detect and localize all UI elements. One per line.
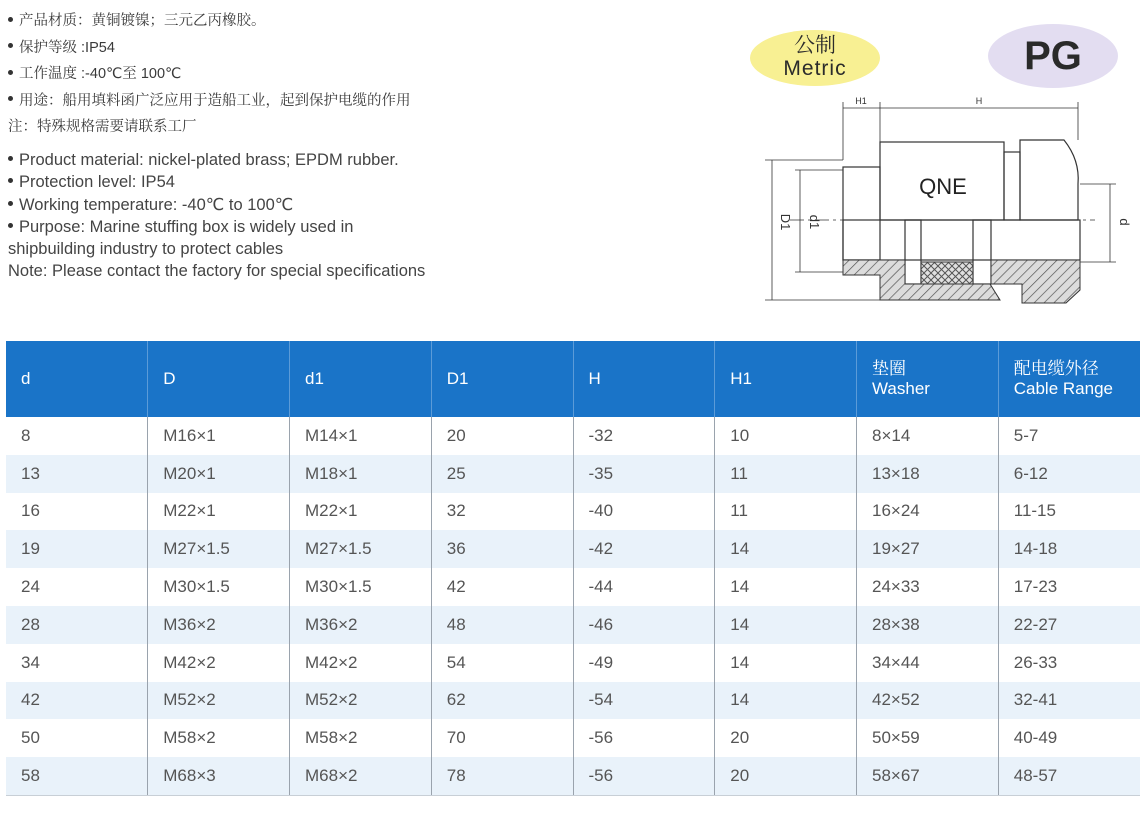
cell-H1: 20 [715, 719, 857, 757]
spec-item [8, 194, 425, 216]
cell-cable-range: 22-27 [998, 606, 1140, 644]
cell-H: -32 [573, 417, 715, 455]
spec-purpose-en-cont: shipbuilding industry to protect cables [8, 240, 284, 259]
drawing-dim-d: d [1117, 218, 1132, 226]
cell-H: -56 [573, 719, 715, 757]
spec-note-cn: 注：特殊规格需要请联系工厂 [8, 119, 197, 135]
cell-d1: M58×2 [290, 719, 432, 757]
spec-item [8, 216, 425, 238]
cell-D1: 62 [431, 682, 573, 720]
spec-item [8, 35, 411, 62]
cable-header-en: Cable Range [1013, 379, 1113, 398]
metric-badge-en: Metric [783, 57, 847, 80]
cell-washer: 50×59 [857, 719, 999, 757]
cell-D: M16×1 [148, 417, 290, 455]
cell-d: 34 [6, 644, 148, 682]
cell-cable-range: 11-15 [1013, 501, 1056, 521]
bullet-icon [8, 17, 13, 22]
column-header-d: d [6, 341, 148, 417]
spec-purpose-en: Purpose: Marine stuffing box is widely used in [19, 217, 354, 236]
cell-d1: M22×1 [290, 493, 432, 531]
bullet-icon [8, 43, 13, 48]
cell-washer: 16×24 [857, 493, 999, 531]
cell-H: -40 [573, 493, 715, 531]
cell-washer: 19×27 [857, 530, 999, 568]
cable-gland-drawing [755, 92, 1140, 318]
cell-D: M30×1.5 [148, 568, 290, 606]
cell-d: 24 [6, 568, 148, 606]
cell-d1: M30×1.5 [290, 568, 432, 606]
table-row [6, 417, 1140, 455]
column-header-D: D [148, 341, 290, 417]
cell-d1: M42×2 [290, 644, 432, 682]
cell-washer: 8×14 [857, 417, 999, 455]
cell-H1: 11 [715, 455, 857, 493]
cell-D1: 42 [431, 568, 573, 606]
cell-d: 8 [6, 417, 148, 455]
cell-d: 28 [6, 606, 148, 644]
cell-H1: 10 [715, 417, 857, 455]
spec-item [8, 171, 425, 193]
bullet-icon [8, 156, 13, 161]
cell-washer: 24×33 [857, 568, 999, 606]
spec-note-en: Note: Please contact the factory for special specifications [8, 262, 426, 281]
spec-material-en: Product material: nickel-plated brass; EPDM rubber. [19, 151, 399, 169]
cell-D: M52×2 [148, 682, 290, 720]
cell-H: -42 [573, 530, 715, 568]
table-row [6, 455, 1140, 493]
bullet-icon [8, 70, 13, 75]
cell-cable-range: 17-23 [1013, 577, 1058, 597]
cell-cable-range: 26-33 [1013, 652, 1058, 672]
cell-d1: M36×2 [290, 606, 432, 644]
cell-D1: 36 [431, 530, 573, 568]
column-header-D1: D1 [431, 341, 573, 417]
cell-d: 19 [6, 530, 148, 568]
cell-H: -49 [573, 644, 715, 682]
column-header-d1: d1 [290, 341, 432, 417]
pg-badge: PG [988, 24, 1118, 88]
cell-D1: 70 [431, 719, 573, 757]
cell-cable-range: 40-49 [1013, 728, 1058, 748]
cell-H: -35 [573, 455, 715, 493]
drawing-dim-h1: H1 [855, 96, 867, 106]
cell-H1: 14 [715, 530, 857, 568]
spec-temperature-en: Working temperature: -40℃ to 100℃ [19, 195, 294, 214]
cell-H: -56 [573, 757, 715, 795]
cell-H1: 14 [715, 606, 857, 644]
cell-H: -54 [573, 682, 715, 720]
spec-temperature-cn: 工作温度 :-40℃至 100℃ [19, 66, 182, 82]
cell-cable-range: 5-7 [1013, 425, 1039, 445]
spec-item [8, 88, 411, 115]
cell-d1: M14×1 [290, 417, 432, 455]
table-row [6, 719, 1140, 757]
cell-D: M22×1 [148, 493, 290, 531]
cell-D: M36×2 [148, 606, 290, 644]
spec-item [8, 61, 411, 88]
table-row [6, 606, 1140, 644]
spec-list-chinese [8, 8, 411, 141]
table-row [6, 757, 1140, 795]
cell-H: -46 [573, 606, 715, 644]
cell-H1: 14 [715, 568, 857, 606]
table-row [6, 682, 1140, 720]
cell-D1: 54 [431, 644, 573, 682]
cell-cable-range: 32-41 [998, 682, 1140, 720]
cell-D: M58×2 [148, 719, 290, 757]
drawing-dim-h: H [975, 96, 983, 106]
spec-item [8, 149, 425, 171]
cell-H: -44 [573, 568, 715, 606]
cell-d: 50 [6, 719, 148, 757]
washer-header-cn: 垫圈 [872, 359, 906, 378]
spec-table-container [6, 341, 1140, 796]
cell-D: M27×1.5 [148, 530, 290, 568]
column-header-H1: H1 [715, 341, 857, 417]
cell-H1: 14 [715, 644, 857, 682]
spec-list-english [8, 149, 425, 283]
cable-header-cn: 配电缆外径 [1013, 359, 1099, 378]
cell-washer: 13×18 [857, 455, 999, 493]
cell-cable-range: 14-18 [998, 530, 1140, 568]
column-header-H: H [573, 341, 715, 417]
table-body [6, 417, 1140, 795]
spec-protection-en: Protection level: IP54 [19, 173, 175, 192]
table-row [6, 568, 1140, 606]
cell-D1: 25 [431, 455, 573, 493]
drawing-dim-d1: d1 [807, 214, 822, 230]
cell-D1: 32 [431, 493, 573, 531]
cell-D1: 78 [431, 757, 573, 795]
column-header-cable-range [998, 341, 1140, 417]
cell-d: 16 [6, 493, 148, 531]
cell-H1: 11 [715, 493, 857, 531]
cell-d1: M18×1 [290, 455, 432, 493]
bullet-icon [8, 201, 13, 206]
cell-D: M20×1 [148, 455, 290, 493]
cell-cable-range: 6-12 [998, 455, 1140, 493]
cell-washer: 58×67 [857, 757, 999, 795]
cell-d1: M68×2 [290, 757, 432, 795]
cell-d1: M52×2 [290, 682, 432, 720]
table-row [6, 530, 1140, 568]
drawing-dim-D1: D1 [778, 213, 793, 231]
table-row [6, 493, 1140, 531]
cell-washer: 42×52 [857, 682, 999, 720]
cell-H1: 14 [715, 682, 857, 720]
table-header-row [6, 341, 1140, 417]
cell-D1: 20 [431, 417, 573, 455]
column-header-washer [857, 341, 999, 417]
spec-material-cn: 产品材质：黄铜镀镍；三元乙丙橡胶。 [19, 13, 266, 29]
table-header [6, 341, 1140, 417]
cell-cable-range: 48-57 [998, 757, 1140, 795]
cell-washer: 34×44 [857, 644, 999, 682]
spec-protection-cn: 保护等级 :IP54 [19, 39, 115, 56]
cell-d: 42 [6, 682, 148, 720]
spec-table [6, 341, 1140, 796]
table-row [6, 644, 1140, 682]
cell-d: 58 [6, 757, 148, 795]
bullet-icon [8, 178, 13, 183]
cell-D: M42×2 [148, 644, 290, 682]
cell-D1: 48 [431, 606, 573, 644]
drawing-part-label: QNE [919, 174, 967, 199]
cell-H1: 20 [715, 757, 857, 795]
cell-d: 13 [6, 455, 148, 493]
metric-badge [750, 30, 880, 86]
metric-badge-cn: 公制 [794, 34, 836, 57]
spec-item [8, 8, 411, 35]
bullet-icon [8, 96, 13, 101]
cell-washer: 28×38 [857, 606, 999, 644]
bullet-icon [8, 223, 13, 228]
cell-d1: M27×1.5 [290, 530, 432, 568]
spec-purpose-cn: 用途：船用填料函广泛应用于造船工业，起到保护电缆的作用 [19, 92, 411, 109]
cell-D: M68×3 [148, 757, 290, 795]
washer-header-en: Washer [872, 379, 930, 398]
